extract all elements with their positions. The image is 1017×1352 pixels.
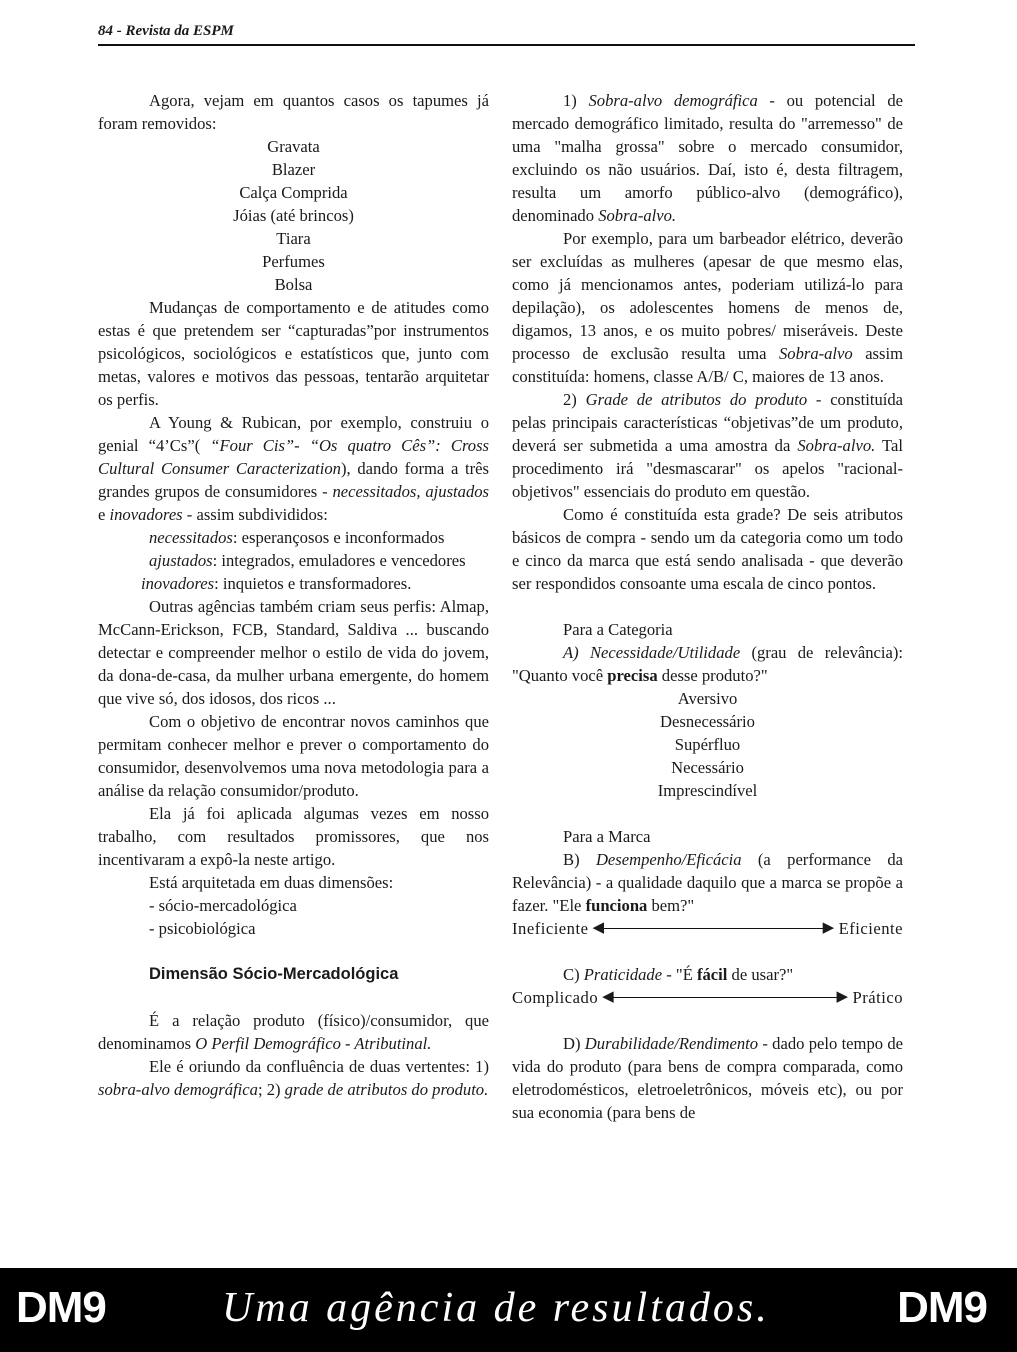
question-label: A) Necessidade/Utilidade xyxy=(563,643,741,662)
italic-run: inovadores xyxy=(109,505,183,524)
paragraph xyxy=(98,1055,489,1101)
paragraph xyxy=(98,411,489,526)
header-text: 84 - Revista da ESPM xyxy=(98,23,234,39)
group-term: necessitados xyxy=(149,528,233,547)
question-c xyxy=(512,963,903,986)
text-run: e xyxy=(98,505,110,524)
paragraph: Outras agências também criam seus perfis: Almap, McCann-Erickson, FCB, Standard, Saldiva ... buscando detectar e compreender melhor o estilo de vida do jovem, da dona-de-casa, da mulher urbana emergente, do homem que vive só, dos idosos, dos ricos ... xyxy=(98,597,489,708)
list-item: Calça Comprida xyxy=(239,183,348,202)
group-definition xyxy=(98,526,489,549)
list-item: Bolsa xyxy=(274,275,313,294)
text-run: ; 2) xyxy=(257,1080,285,1099)
italic-run: Sobra-alvo. xyxy=(598,206,677,225)
group-desc: : integrados, emuladores e vencedores xyxy=(212,551,466,570)
text-run: assim constituída: homens, classe A/B/ C, maiores de 13 anos. xyxy=(512,344,903,386)
paragraph: Mudanças de comportamento e de atitudes como estas é que pretendem ser “capturadas”por instrumentos psicológicos, sociológicos e estatísticos que, junto com metas, valores e motivos das pessoas, tentarão arquitetar os perfis. xyxy=(98,298,489,409)
group-definition xyxy=(98,572,489,595)
right-column xyxy=(512,89,903,1124)
text-run: - constituída pelas principais características “objetivas”de um produto, deverá ser submetida a uma amostra da xyxy=(512,390,904,455)
text-run: bem?" xyxy=(647,896,695,915)
text-run: ), dando forma a três grandes grupos de consumidores - xyxy=(98,459,489,501)
scale-right-label: Eficiente xyxy=(838,919,903,938)
bold-run: precisa xyxy=(607,666,658,685)
double-arrow-icon: ◀ ▶ xyxy=(592,917,834,940)
text-run: Por exemplo, para um barbeador elétrico, deverão ser excluídas as mulheres (apesar de que mesmo elas, como já mencionamos antes, poderiam utilizá-lo para depilação), os adolescentes homens de menos de, digamos, 13 anos, e os muito pobres/ miseráveis. Deste processo de exclusão resulta uma xyxy=(512,229,903,363)
italic-run: O Perfil Demográfico - Atributinal. xyxy=(195,1034,432,1053)
scale-option: Imprescindível xyxy=(657,781,758,800)
text-run: C) xyxy=(563,965,584,984)
list-item: Jóias (até brincos) xyxy=(233,206,354,225)
question-b xyxy=(512,848,903,917)
paragraph xyxy=(512,388,903,503)
scale-option: Aversivo xyxy=(677,689,738,708)
list-item: Gravata xyxy=(267,137,320,156)
italic-run: grade de atributos do produto. xyxy=(284,1080,489,1099)
question-a xyxy=(512,641,903,687)
text-run: - "É xyxy=(662,965,697,984)
text-run: Tal procedimento irá "desmascarar" os apelos "racional-objetivos" essenciais do produto em questão. xyxy=(512,436,903,501)
italic-run: “Four Cis”- “Os quatro Cês”: Cross Cultural Consumer Caracterization xyxy=(98,436,489,478)
italic-run: necessitados, ajustados xyxy=(332,482,489,501)
text-run: É a relação produto (físico)/consumidor, que denominamos xyxy=(98,1011,489,1053)
scale-option: Desnecessário xyxy=(660,712,755,731)
dimension-item: - psicobiológica xyxy=(149,919,256,938)
scale-b xyxy=(512,917,903,940)
paragraph: Ela já foi aplicada algumas vezes em nosso trabalho, com resultados promissores, que nos incentivaram a expô-la neste artigo. xyxy=(98,804,489,869)
scale-left-label: Complicado xyxy=(512,988,599,1007)
italic-run: Sobra-alvo demográfica xyxy=(588,91,758,110)
italic-run: sobra-alvo demográfica xyxy=(98,1080,258,1099)
text-run: 1) xyxy=(563,91,589,110)
left-column xyxy=(98,89,489,1101)
dm9-logo: DM9 xyxy=(16,1283,106,1332)
category-title: Para a Categoria xyxy=(563,620,673,639)
question-label: Praticidade xyxy=(583,965,663,984)
question-label: Durabilidade/Rendimento xyxy=(584,1034,759,1053)
group-desc: : esperançosos e inconformados xyxy=(232,528,445,547)
list-item: Blazer xyxy=(271,160,316,179)
text-run: (grau de relevância): "Quanto você xyxy=(512,643,904,685)
text-run: 2) xyxy=(563,390,586,409)
double-arrow-icon: ◀ ▶ xyxy=(602,986,848,1009)
text-run: desse produto?" xyxy=(657,666,768,685)
dimension-item: - sócio-mercadológica xyxy=(149,896,297,915)
text-run: D) xyxy=(563,1034,585,1053)
paragraph: Com o objetivo de encontrar novos caminhos que permitam conhecer melhor e prever o comportamento do consumidor, desenvolvemos uma nova metodologia para a análise da relação consumidor/produto. xyxy=(98,712,489,800)
text-run: - ou potencial de mercado demográfico limitado, resulta do "arremesso" de uma "malha grossa" sobre o mercado consumidor, excluindo os não usuários. Daí, isto é, desta filtragem, resulta um amorfo público-alvo (demográfico), denominado xyxy=(512,91,903,225)
banner-slogan: Uma agência de resultados. xyxy=(222,1285,770,1331)
group-definition xyxy=(98,549,489,572)
paragraph xyxy=(512,227,903,388)
ad-banner xyxy=(0,1268,1017,1352)
text-run: (a performance da Relevância) - a qualidade daquilo que a marca se propõe a fazer. "Ele xyxy=(512,850,903,915)
paragraph: Como é constituída esta grade? De seis atributos básicos de compra - sendo um da categoria como um todo e cinco da marca que está sendo analisada - que deverão ser respondidos consoante uma escala de cinco pontos. xyxy=(512,505,903,593)
text-run: B) xyxy=(563,850,596,869)
dm9-logo: DM9 xyxy=(897,1283,987,1332)
list-item: Perfumes xyxy=(262,252,325,271)
paragraph xyxy=(512,89,903,227)
question-d xyxy=(512,1032,903,1124)
brand-title: Para a Marca xyxy=(563,827,651,846)
scale-option: Necessário xyxy=(671,758,744,777)
scale-right-label: Prático xyxy=(852,988,903,1007)
group-term: inovadores xyxy=(141,574,215,593)
text-run: - assim subdivididos: xyxy=(182,505,328,524)
group-desc: : inquietos e transformadores. xyxy=(214,574,412,593)
text-run: A Young & Rubican, por exemplo, construiu o genial “4’Cs”( xyxy=(98,413,489,455)
italic-run: Grade de atributos do produto xyxy=(585,390,808,409)
text-run: de usar?" xyxy=(727,965,794,984)
paragraph: Agora, vejam em quantos casos os tapumes já foram removidos: xyxy=(98,91,489,133)
scale-option: Supérfluo xyxy=(674,735,741,754)
bold-run: fácil xyxy=(696,965,728,984)
paragraph xyxy=(98,1009,489,1055)
text-run: - dado pelo tempo de vida do produto (para bens de compra comparada, como eletrodomésticos, eletroeletrônicos, móveis etc), ou por sua economia (para bens de xyxy=(512,1034,903,1122)
group-term: ajustados xyxy=(149,551,213,570)
question-label: Desempenho/Eficácia xyxy=(595,850,742,869)
list-item: Tiara xyxy=(276,229,311,248)
text-run: Ele é oriundo da confluência de duas vertentes: 1) xyxy=(149,1057,489,1076)
italic-run: Sobra-alvo xyxy=(778,344,853,363)
section-heading: Dimensão Sócio-Mercadológica xyxy=(149,965,399,983)
scale-left-label: Ineficiente xyxy=(512,919,589,938)
bold-run: funciona xyxy=(585,896,648,915)
italic-run: Sobra-alvo. xyxy=(797,436,876,455)
running-header xyxy=(98,22,915,46)
scale-c xyxy=(512,986,903,1009)
paragraph: Está arquitetada em duas dimensões: xyxy=(149,873,394,892)
